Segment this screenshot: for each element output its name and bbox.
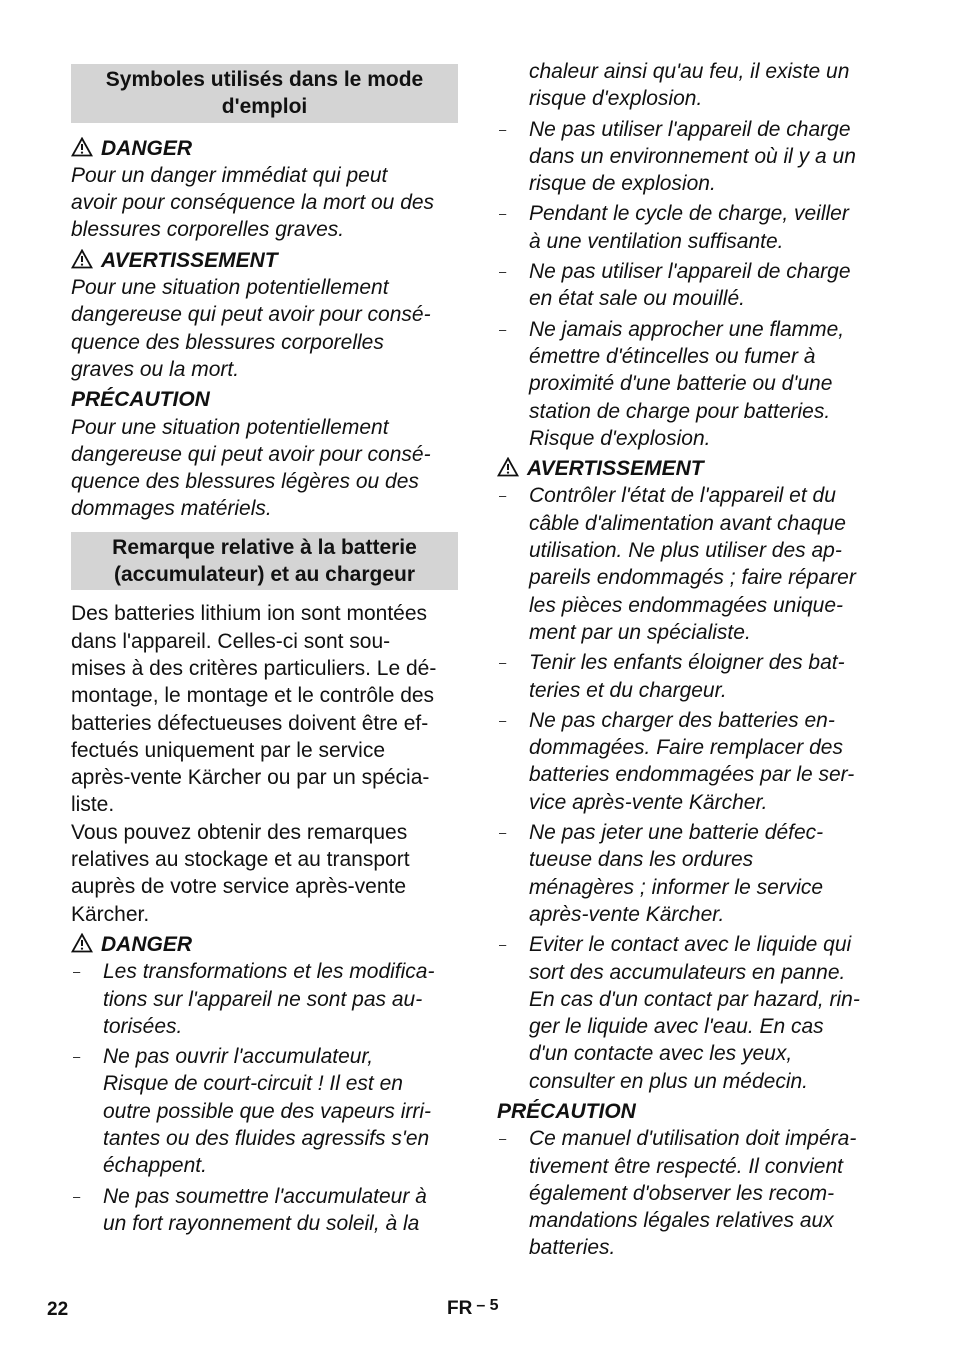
warning-label-right [497, 455, 889, 482]
warning-triangle-icon [71, 249, 93, 269]
warning-label-text: AVERTISSEMENT [101, 248, 278, 272]
danger-label-text: DANGER [101, 136, 193, 160]
list-item: – Pendant le cycle de charge, veiller à une ventilation suffisante. [499, 202, 849, 253]
warning-triangle-icon [71, 933, 93, 953]
list-item: – Ce manuel d'utilisation doit impéra- tivement être respecté. Il convient également d'observer les recom- mandations légales relatives aux batteries. [499, 1127, 857, 1260]
danger-description: Pour un danger immédiat qui peut avoir pour conséquence la mort ou des blessures corporelles graves. [71, 163, 435, 242]
caution-description: Pour une situation potentiellement dangereuse qui peut avoir pour consé- quence des blessures légères ou des dommages matériels. [71, 415, 431, 521]
caution-label: PRÉCAUTION [71, 388, 210, 412]
warning-triangle-icon [497, 457, 519, 477]
list-item: – Ne pas ouvrir l'accumulateur, Risque de court-circuit ! Il est en outre possible que des vapeurs irri- tantes ou des fluides agressifs s'en échappent. [73, 1045, 432, 1178]
list-item: – Ne pas charger des batteries en- dommagées. Faire remplacer des batteries endommagées par le ser- vice après-vente Kärcher. [499, 708, 855, 814]
warning-description: Pour une situation potentiellement dangereuse qui peut avoir pour consé- quence des blessures corporelles graves ou la mort. [71, 276, 431, 381]
list-item: – Ne pas utiliser l'appareil de charge en état sale ou mouillé. [499, 260, 851, 311]
section-title-symbols: Symboles utilisés dans le mode d'emploi [71, 64, 458, 123]
left-column [71, 0, 460, 1237]
danger-label [71, 135, 460, 162]
page-number: 22 [47, 1299, 69, 1320]
battery-paragraph-1: Des batteries lithium ion sont montées dans l'appareil. Celles-ci sont sou- mises à des critères particuliers. Le dé- montage, le montage et le contrôle des batteries défectueuses doivent être ef- fectués uniquement par le service après-vente Kärcher ou par un spécia- liste. [71, 602, 437, 817]
danger-label-2 [71, 931, 460, 958]
caution-label-right: PRÉCAUTION [497, 1099, 636, 1123]
warning-triangle-icon [71, 137, 93, 157]
list-item: – Ne pas utiliser l'appareil de charge dans un environnement où il y a un risque de explosion. [499, 117, 856, 196]
battery-paragraph-2: Vous pouvez obtenir des remarques relatives au stockage et au transport auprès de votre service après-vente Kärcher. [71, 820, 410, 926]
warning-label [71, 247, 460, 274]
list-item: – Contrôler l'état de l'appareil et du câble d'alimentation avant chaque utilisation. Ne plus utiliser des ap- pareils endommagés ; faire réparer les pièces endommagées unique- ment par un spécialiste. [499, 484, 856, 644]
danger-label-2-text: DANGER [101, 932, 193, 956]
section-title-battery: Remarque relative à la batterie (accumulateur) et au chargeur [71, 532, 458, 591]
right-column [497, 0, 889, 1262]
list-item: – Ne jamais approcher une flamme, émettre d'étincelles ou fumer à proximité d'une batterie ou d'une station de charge pour batteries. Risque d'explosion. [499, 317, 845, 450]
list-item-continuation: chaleur ainsi qu'au feu, il existe un risque d'explosion. [529, 60, 850, 111]
list-item: – Ne pas jeter une batterie défec- tueuse dans les ordures ménagères ; informer le service après-vente Kärcher. [499, 821, 824, 926]
language-code: FR [447, 1298, 473, 1319]
warning-label-right-text: AVERTISSEMENT [527, 457, 704, 481]
footer-language [447, 1297, 499, 1320]
section-page-number: – 5 [476, 1297, 499, 1314]
list-item: – Eviter le contact avec le liquide qui sort des accumulateurs en panne. En cas d'un contact par hazard, rin- ger le liquide avec l'eau. En cas d'un contacte avec les yeux, consulter en plus un médecin. [499, 933, 860, 1093]
list-item: – Les transformations et les modifica- tions sur l'appareil ne sont pas au- torisées. [73, 960, 435, 1038]
list-item: – Ne pas soumettre l'accumulateur à un fort rayonnement du soleil, à la [73, 1184, 427, 1235]
list-item: – Tenir les enfants éloigner des bat- teries et du chargeur. [499, 651, 845, 702]
